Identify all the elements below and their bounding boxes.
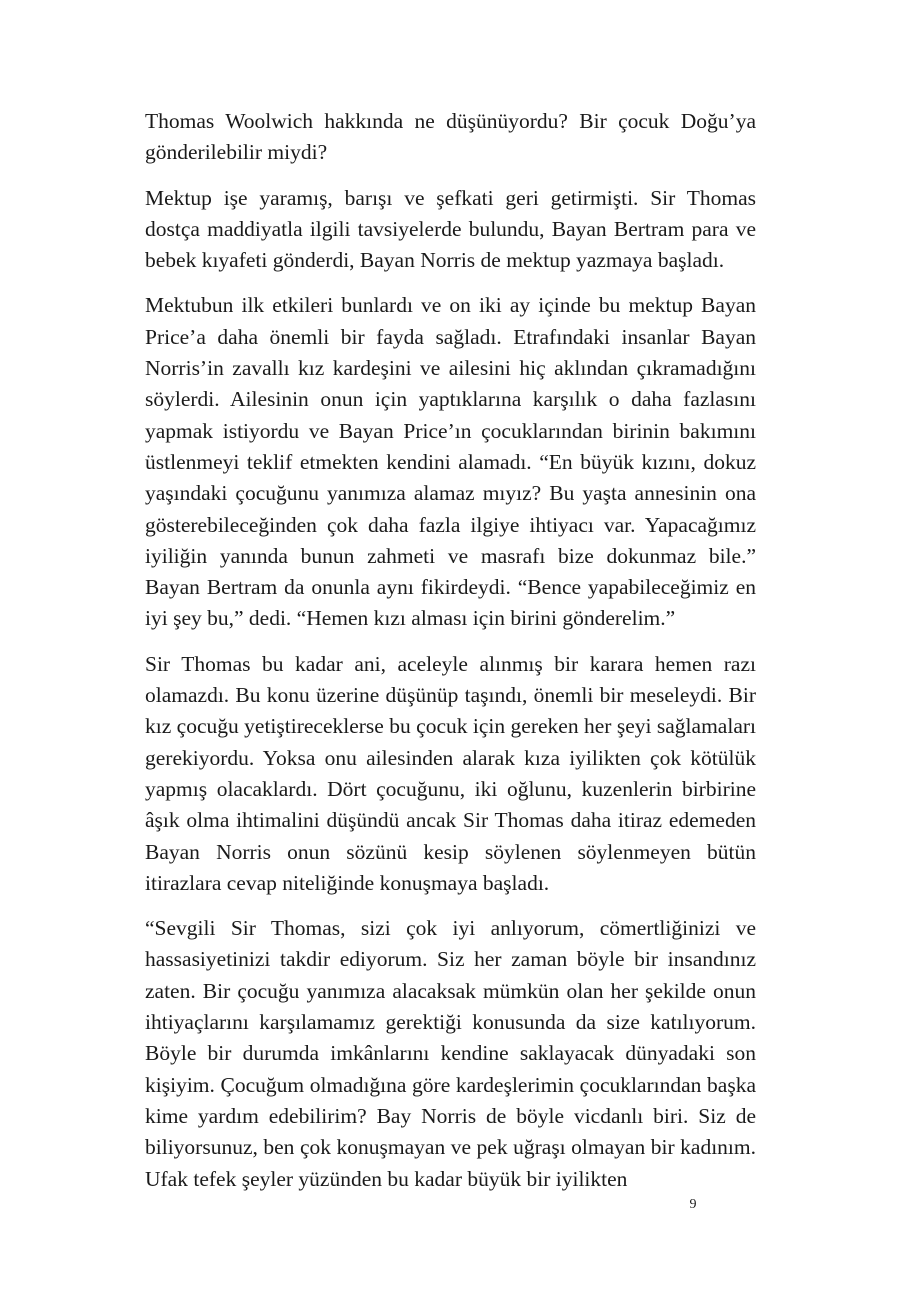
body-text (145, 106, 756, 1209)
paragraph-4: Sir Thomas bu kadar ani, aceleyle alınmış bir karara hemen razı olamazdı. Bu konu üzerine düşünüp taşındı, önemli bir meseleydi. Bir kız çocuğu yetiştireceklerse bu çocuk için gereken her şeyi sağlamaları gerekiyordu. Yoksa onu ailesinden alarak kıza iyilikten çok kötülük yapmış olacaklardı. Dört çocuğunu, iki oğlunu, kuzenlerin birbirine âşık olma ihtimalini düşündü ancak Sir Thomas daha itiraz edemeden Bayan Norris onun sözünü kesip söylenen söylenmeyen bütün itirazlara cevap niteliğinde konuşmaya başladı. (145, 651, 756, 895)
page-number: 9 (689, 1197, 697, 1212)
paragraph-3: Mektubun ilk etkileri bunlardı ve on iki ay içinde bu mektup Bayan Price’a daha önemli bir fayda sağladı. Etrafındaki insanlar Bayan Norris’in zavallı kız kardeşini ve ailesini hiç aklından çıkramadığını söylerdi. Ailesinin onun için yaptıklarına karşılık o daha fazlasını yapmak istiyordu ve Bayan Price’ın çocuklarından birinin bakımını üstlenmeyi teklif etmekten kendini alamadı. “En büyük kızını, dokuz yaşındaki çocuğunu yanımıza alamaz mıyız? Bu yaşta annesinin ona gösterebileceğinden çok daha fazla ilgiye ihtiyacı var. Yapacağımız iyiliğin yanında bunun zahmeti ve masrafı bize dokunmaz bile.” Bayan Bertram da onunla aynı fikirdeydi. “Bence yapabileceğimiz en iyi şey bu,” dedi. “Hemen kızı alması için birini gönderelim.” (145, 293, 756, 631)
paragraph-2: Mektup işe yaramış, barışı ve şefkati geri getirmişti. Sir Thomas dostça maddiyatla ilgili tavsiyelerde bulundu, Bayan Bertram para ve bebek kıyafeti gönderdi, Bayan Norris de mektup yazmaya başladı. (145, 185, 756, 273)
paragraph-5: “Sevgili Sir Thomas, sizi çok iyi anlıyorum, cömertliğinizi ve hassasiyetinizi takdir ediyorum. Siz her zaman böyle bir insandınız zaten. Bir çocuğu yanımıza alacaksak mümkün olan her şekilde onun ihtiyaçlarını karşılamamız gerektiği konusunda da size katılıyorum. Böyle bir durumda imkânlarını kendine saklayacak dünyadaki son kişiyim. Çocuğum olmadığına göre kardeşlerimin çocuklarından başka kime yardım edebilirim? Bay Norris de böyle vicdanlı biri. Siz de biliyorsunuz, ben çok konuşmayan ve pek uğraşı olmayan bir kadınım. Ufak tefek şeyler yüzünden bu kadar büyük bir iyilikten (145, 916, 756, 1191)
paragraph-1: Thomas Woolwich hakkında ne düşünüyordu? Bir çocuk Doğu’ya gönderilebilir miydi? (145, 109, 756, 165)
